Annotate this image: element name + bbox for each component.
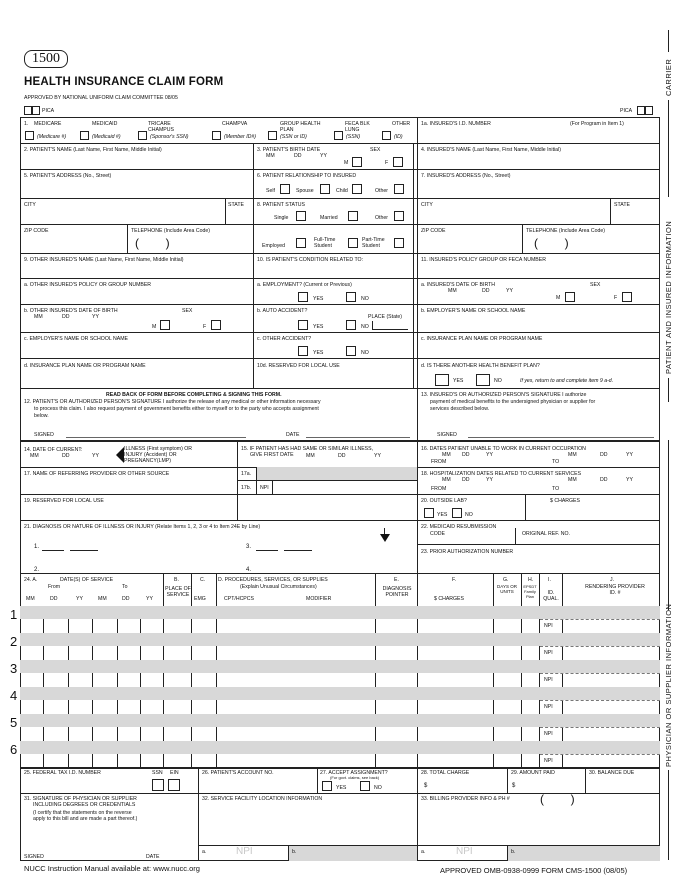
label-32a-npi-watermark: NPI — [236, 846, 253, 857]
label-24j-title: RENDERING PROVIDER ID. # — [585, 584, 645, 596]
label-11a-dd: DD — [482, 288, 490, 294]
service-line-row[interactable] — [20, 646, 660, 660]
another-plan-no-checkbox[interactable] — [476, 374, 490, 386]
label-17: 17. NAME OF REFERRING PROVIDER OR OTHER SOURCE — [24, 471, 170, 477]
service-line-row[interactable] — [20, 727, 660, 741]
label-15: 15. IF PATIENT HAS HAD SAME OR SIMILAR ILLNESS, — [241, 446, 374, 452]
rel-spouse-checkbox[interactable] — [320, 184, 330, 194]
label-24b-title: PLACE OF SERVICE — [165, 586, 191, 598]
service-line-shaded[interactable] — [20, 606, 660, 619]
insured-sex-f-checkbox[interactable] — [622, 292, 632, 302]
arrow-left-icon — [116, 447, 124, 463]
another-plan-yes-checkbox[interactable] — [435, 374, 449, 386]
accept-no-checkbox[interactable] — [360, 781, 370, 791]
label-24h-title: EPSDT Family Plan — [523, 584, 537, 599]
side-label-physician: PHYSICIAN OR SUPPLIER INFORMATION — [664, 603, 673, 767]
label-11b: b. EMPLOYER'S NAME OR SCHOOL NAME — [421, 308, 526, 314]
label-22: 22. MEDICAID RESUBMISSION — [421, 524, 497, 530]
label-zip-left: ZIP CODE — [24, 228, 49, 234]
other-sex-m-checkbox[interactable] — [160, 320, 170, 330]
status-married-checkbox[interactable] — [348, 211, 358, 221]
label-18-yy: YY — [486, 477, 493, 483]
insured-sex-m-checkbox[interactable] — [565, 292, 575, 302]
champva-sub: (Member ID#) — [224, 134, 256, 140]
label-state-right: STATE — [614, 202, 630, 208]
pt-student-checkbox[interactable] — [394, 238, 404, 248]
label-24-yy2: YY — [146, 596, 153, 602]
label-employed: Employed — [262, 243, 286, 249]
label-31-date: DATE — [146, 854, 160, 860]
label-27: 27. ACCEPT ASSIGNMENT? — [320, 770, 388, 776]
label-3-yy: YY — [320, 153, 327, 159]
form-title: HEALTH INSURANCE CLAIM FORM — [24, 76, 224, 88]
service-line-shaded[interactable] — [20, 660, 660, 673]
label-15-yy: YY — [374, 453, 381, 459]
service-line-npi-label: NPI — [544, 623, 553, 629]
label-24a: 24. A. — [24, 577, 38, 583]
billing-phone-area[interactable]: ( ) — [540, 792, 575, 806]
label-10b-no: NO — [361, 324, 369, 330]
label-24d-mod: MODIFIER — [306, 596, 332, 602]
service-line-row[interactable] — [20, 754, 660, 768]
service-line-number: 4 — [10, 688, 18, 703]
label-11a: a. INSURED'S DATE OF BIRTH — [421, 282, 496, 288]
label-30: 30. BALANCE DUE — [589, 770, 635, 776]
box1-medicare: MEDICARE — [34, 121, 62, 127]
label-24-to: To — [122, 584, 128, 590]
label-25-ein: EIN — [170, 770, 179, 776]
label-pt: Part-Time Student — [362, 237, 385, 249]
label-14-ill: ILLNESS (First symptom) OR — [124, 446, 193, 452]
other-sex-f-checkbox[interactable] — [211, 320, 221, 330]
service-line-number: 1 — [10, 607, 18, 622]
label-21: 21. DIAGNOSIS OR NATURE OF ILLNESS OR INJURY (Relate Items 1, 2, 3 or 4 to Item 24E by Line) — [24, 524, 261, 530]
label-13-l3: services described below. — [430, 406, 490, 412]
accept-yes-checkbox[interactable] — [322, 781, 332, 791]
label-9c: c. EMPLOYER'S NAME OR SCHOOL NAME — [24, 336, 128, 342]
label-29-dollar: $ — [512, 783, 516, 789]
label-22-code: CODE — [430, 531, 445, 537]
approval-note: APPROVED BY NATIONAL UNIFORM CLAIM COMMITTEE 08/05 — [24, 95, 178, 101]
label-9b-yy: YY — [92, 314, 99, 320]
label-33a: a. — [421, 849, 426, 855]
label-ft: Full-Time Student — [314, 237, 336, 249]
label-25-ssn: SSN — [152, 770, 163, 776]
label-9b-f: F — [203, 324, 207, 330]
feca-checkbox[interactable] — [334, 131, 343, 140]
label-13-signed: SIGNED — [437, 432, 457, 438]
other-accident-no-checkbox[interactable] — [346, 346, 356, 356]
label-14-inj: INJURY (Accident) OR — [124, 452, 177, 458]
ft-student-checkbox[interactable] — [348, 238, 358, 248]
label-3-mm: MM — [266, 153, 275, 159]
label-24g: G. — [503, 577, 509, 583]
label-9d: d. INSURANCE PLAN NAME OR PROGRAM NAME — [24, 363, 146, 369]
side-label-patient: PATIENT AND INSURED INFORMATION — [664, 220, 673, 374]
group-sub: (SSN or ID) — [280, 134, 307, 140]
label-24-from: From — [48, 584, 61, 590]
box1-champva: CHAMPVA — [222, 121, 248, 127]
label-24d: D. PROCEDURES, SERVICES, OR SUPPLIES — [218, 577, 328, 583]
box1-tricare: TRICARE CHAMPUS — [148, 121, 174, 133]
label-14-yy: YY — [92, 453, 99, 459]
label-27-note: (For govt. claims, see back) — [330, 775, 380, 780]
label-24h: H. — [528, 577, 534, 583]
employment-yes-checkbox[interactable] — [298, 292, 308, 302]
label-14-mm: MM — [30, 453, 39, 459]
service-line-number: 3 — [10, 661, 18, 676]
label-3-dd: DD — [294, 153, 302, 159]
label-11: 11. INSURED'S POLICY GROUP OR FECA NUMBER — [421, 257, 546, 263]
label-10b: b. AUTO ACCIDENT? — [257, 308, 308, 314]
label-11d-no: NO — [494, 378, 502, 384]
label-17a: 17a. — [241, 471, 252, 477]
label-24d-title: (Explain Unusual Circumstances) — [240, 584, 317, 590]
employed-checkbox[interactable] — [296, 238, 306, 248]
status-single-checkbox[interactable] — [296, 211, 306, 221]
label-13-l2: payment of medical benefits to the undersigned physician or supplier for — [430, 399, 596, 405]
label-18-mm2: MM — [568, 477, 577, 483]
label-22-orig: ORIGINAL REF. NO. — [522, 531, 570, 537]
label-17b: 17b. — [241, 485, 252, 491]
label-31-l4: apply to this bill and are made a part thereof.) — [33, 816, 138, 822]
label-12: 12. PATIENT'S OR AUTHORIZED PERSON'S SIGNATURE I authorize the release of any medical or other information necessary — [24, 399, 321, 405]
label-4: 4. INSURED'S NAME (Last Name, First Name, Middle Initial) — [421, 147, 561, 153]
label-city-left: CITY — [24, 202, 36, 208]
service-line-row[interactable] — [20, 619, 660, 633]
service-line-shaded[interactable] — [20, 687, 660, 700]
tricare-checkbox[interactable] — [138, 131, 147, 140]
label-5: 5. PATIENT'S ADDRESS (No., Street) — [24, 173, 112, 179]
service-line-npi-label: NPI — [544, 758, 553, 764]
label-6-spouse: Spouse — [296, 188, 314, 194]
label-24e-title: DIAGNOSIS POINTER — [382, 586, 412, 598]
label-32: 32. SERVICE FACILITY LOCATION INFORMATION — [202, 796, 323, 802]
label-city-right: CITY — [421, 202, 433, 208]
label-14-dd: DD — [62, 453, 70, 459]
label-tel-left: TELEPHONE (Include Area Code) — [131, 228, 210, 234]
medicare-checkbox[interactable] — [25, 131, 34, 140]
label-27-yes: YES — [336, 785, 347, 791]
label-11a-f: F — [614, 295, 618, 301]
label-16-dd: DD — [462, 452, 470, 458]
label-16-yy: YY — [486, 452, 493, 458]
label-3-m: M — [344, 160, 349, 166]
tel-right-area[interactable]: ( ) — [534, 236, 569, 250]
label-29: 29. AMOUNT PAID — [511, 770, 555, 776]
label-15-mm: MM — [306, 453, 315, 459]
label-24-mm2: MM — [98, 596, 107, 602]
status-other-checkbox[interactable] — [394, 211, 404, 221]
label-24c-title: EMG — [194, 596, 206, 602]
tel-left-area[interactable]: ( ) — [135, 236, 170, 250]
label-10b-place: PLACE (State) — [368, 314, 403, 320]
label-21-d4: 4. — [246, 567, 252, 573]
label-12-l2: to process this claim. I also request payment of government benefits either to myself or to the party who accepts assignment — [34, 406, 319, 412]
label-6: 6. PATIENT RELATIONSHIP TO INSURED — [257, 173, 357, 179]
label-6-other: Other — [375, 188, 388, 194]
label-10c: c. OTHER ACCIDENT? — [257, 336, 312, 342]
box1-medicaid: MEDICAID — [92, 121, 118, 127]
label-14-preg: PREGNANCY(LMP) — [124, 458, 171, 464]
label-16-mm: MM — [442, 452, 451, 458]
pica-right-box-1[interactable] — [637, 106, 645, 115]
label-24b: B. — [174, 577, 179, 583]
arrow-down-icon — [380, 534, 390, 542]
service-line-shaded[interactable] — [20, 633, 660, 646]
service-line-row[interactable] — [20, 673, 660, 687]
label-1a-note: (For Program in Item 1) — [570, 121, 624, 127]
form-number-badge: 1500 — [24, 50, 68, 68]
label-6-child: Child — [336, 188, 348, 194]
service-line-npi-label: NPI — [544, 731, 553, 737]
label-24-yy1: YY — [76, 596, 83, 602]
label-24c: C. — [200, 577, 206, 583]
label-24f: F. — [452, 577, 457, 583]
label-24a-title: DATE(S) OF SERVICE — [60, 577, 114, 583]
label-15-l2: GIVE FIRST DATE — [250, 452, 294, 458]
label-tel-right: TELEPHONE (Include Area Code) — [526, 228, 605, 234]
label-24-dd2: DD — [122, 596, 130, 602]
label-12-signed: SIGNED — [34, 432, 54, 438]
auto-yes-checkbox[interactable] — [298, 320, 308, 330]
patient-sex-f-checkbox[interactable] — [393, 157, 403, 167]
service-line-npi-label: NPI — [544, 704, 553, 710]
label-21-d2: 2. — [34, 567, 40, 573]
label-10a-yes: YES — [313, 296, 324, 302]
box1-group: GROUP HEALTH PLAN — [280, 121, 321, 133]
label-16: 16. DATES PATIENT UNABLE TO WORK IN CURRENT OCCUPATION — [421, 446, 586, 452]
label-11c: c. INSURANCE PLAN NAME OR PROGRAM NAME — [421, 336, 543, 342]
group-checkbox[interactable] — [268, 131, 277, 140]
label-24e: E. — [394, 577, 399, 583]
pica-right-box-2[interactable] — [645, 106, 653, 115]
label-9b-dd: DD — [62, 314, 70, 320]
label-21-d3: 3. — [246, 544, 252, 550]
label-18-to: TO — [552, 486, 560, 492]
label-20-yes: YES — [437, 512, 448, 518]
label-12-l3: below. — [34, 413, 49, 419]
service-line-row[interactable] — [20, 700, 660, 714]
label-9: 9. OTHER INSURED'S NAME (Last Name, First Name, Middle Initial) — [24, 257, 184, 263]
ssn-checkbox[interactable] — [152, 779, 164, 791]
label-18-from: FROM — [431, 486, 447, 492]
label-21-d1: 1. — [34, 544, 40, 550]
label-32b: b. — [292, 849, 297, 855]
label-31-l3: (I certify that the statements on the reverse — [33, 810, 132, 816]
label-11a-sex: SEX — [590, 282, 601, 288]
outside-lab-yes-checkbox[interactable] — [424, 508, 434, 518]
medicaid-checkbox[interactable] — [80, 131, 89, 140]
label-18-yy2: YY — [626, 477, 633, 483]
label-9a: a. OTHER INSURED'S POLICY OR GROUP NUMBER — [24, 282, 152, 288]
label-16-to: TO — [552, 459, 560, 465]
box1-number: 1. — [24, 121, 29, 127]
rel-self-checkbox[interactable] — [280, 184, 290, 194]
employment-no-checkbox[interactable] — [346, 292, 356, 302]
label-15-dd: DD — [338, 453, 346, 459]
label-23: 23. PRIOR AUTHORIZATION NUMBER — [421, 549, 514, 555]
label-11d: d. IS THERE ANOTHER HEALTH BENEFIT PLAN? — [421, 363, 540, 369]
label-33a-npi-watermark: NPI — [456, 846, 473, 857]
label-18-dd: DD — [462, 477, 470, 483]
service-line-shaded[interactable] — [20, 714, 660, 727]
label-25: 25. FEDERAL TAX I.D. NUMBER — [24, 770, 101, 776]
label-20-no: NO — [465, 512, 473, 518]
other-checkbox[interactable] — [382, 131, 391, 140]
label-12-date: DATE — [286, 432, 300, 438]
service-line-npi-label: NPI — [544, 677, 553, 683]
label-28-dollar: $ — [424, 783, 428, 789]
label-31-signed: SIGNED — [24, 854, 44, 860]
service-line-number: 5 — [10, 715, 18, 730]
label-9b-m: M — [152, 324, 157, 330]
pica-left-label: PICA — [42, 108, 55, 114]
label-20: 20. OUTSIDE LAB? — [421, 498, 467, 504]
footer-right: APPROVED OMB-0938-0999 FORM CMS-1500 (08/05) — [440, 866, 628, 875]
label-10: 10. IS PATIENT'S CONDITION RELATED TO: — [257, 257, 364, 263]
label-26: 26. PATIENT'S ACCOUNT NO. — [202, 770, 274, 776]
label-8-other: Other — [375, 215, 388, 221]
side-label-carrier: CARRIER — [664, 58, 673, 96]
label-24f-title: $ CHARGES — [434, 596, 464, 602]
label-3-f: F — [385, 160, 389, 166]
label-32a: a. — [202, 849, 207, 855]
label-16-yy2: YY — [626, 452, 633, 458]
box-17a-shade[interactable] — [256, 467, 417, 480]
outside-lab-no-checkbox[interactable] — [452, 508, 462, 518]
label-11a-m: M — [556, 295, 561, 301]
label-14: 14. DATE OF CURRENT: — [24, 447, 83, 453]
label-19: 19. RESERVED FOR LOCAL USE — [24, 498, 104, 504]
label-24-dd1: DD — [50, 596, 58, 602]
label-9b: b. OTHER INSURED'S DATE OF BIRTH — [24, 308, 118, 314]
ein-checkbox[interactable] — [168, 779, 180, 791]
label-6-self: Self — [266, 188, 275, 194]
label-9b-mm: MM — [34, 314, 43, 320]
box-32b-shade[interactable] — [289, 846, 417, 861]
label-18: 18. HOSPITALIZATION DATES RELATED TO CURRENT SERVICES — [421, 471, 582, 477]
tricare-sub: (Sponsor's SSN) — [150, 134, 189, 140]
pica-left-box-1[interactable] — [24, 106, 32, 115]
label-24i: I. — [548, 577, 551, 583]
label-24j: J. — [610, 577, 615, 583]
rel-other-checkbox[interactable] — [394, 184, 404, 194]
other-accident-yes-checkbox[interactable] — [298, 346, 308, 356]
medicare-sub: (Medicare #) — [37, 134, 67, 140]
label-9b-sex: SEX — [182, 308, 193, 314]
label-24-mm1: MM — [26, 596, 35, 602]
champva-checkbox[interactable] — [212, 131, 221, 140]
label-7: 7. INSURED'S ADDRESS (No., Street) — [421, 173, 511, 179]
medicaid-sub: (Medicaid #) — [92, 134, 121, 140]
label-zip-right: ZIP CODE — [421, 228, 446, 234]
label-11a-mm: MM — [448, 288, 457, 294]
label-8: 8. PATIENT STATUS — [257, 202, 305, 208]
rel-child-checkbox[interactable] — [352, 184, 362, 194]
label-16-from: FROM — [431, 459, 447, 465]
label-33: 33. BILLING PROVIDER INFO & PH # — [421, 796, 510, 802]
auto-no-checkbox[interactable] — [346, 320, 356, 330]
label-10a-no: NO — [361, 296, 369, 302]
label-24i-title: ID. QUAL. — [543, 590, 559, 602]
label-11d-note: If yes, return to and complete item 9 a-d. — [520, 378, 614, 384]
label-1a: 1a. INSURED'S I.D. NUMBER — [421, 121, 491, 127]
footer-left: NUCC Instruction Manual available at: www.nucc.org — [24, 864, 200, 873]
label-3-sex: SEX — [370, 147, 381, 153]
patient-sex-m-checkbox[interactable] — [352, 157, 362, 167]
label-state-left: STATE — [228, 202, 244, 208]
service-line-shaded[interactable] — [20, 741, 660, 754]
label-10b-yes: YES — [313, 324, 324, 330]
pica-right-label: PICA — [620, 108, 633, 114]
feca-sub: (SSN) — [346, 134, 361, 140]
label-24d-cpt: CPT/HCPCS — [224, 596, 254, 602]
label-2: 2. PATIENT'S NAME (Last Name, First Name, Middle Initial) — [24, 147, 162, 153]
label-11d-yes: YES — [453, 378, 464, 384]
box-33b-shade[interactable] — [508, 846, 660, 861]
label-16-mm2: MM — [568, 452, 577, 458]
label-27-no: NO — [374, 785, 382, 791]
label-10d: 10d. RESERVED FOR LOCAL USE — [257, 363, 340, 369]
other-sub: (ID) — [394, 134, 403, 140]
readback-note: READ BACK OF FORM BEFORE COMPLETING & SIGNING THIS FORM. — [106, 392, 282, 398]
label-31: 31. SIGNATURE OF PHYSICIAN OR SUPPLIER — [24, 796, 137, 802]
label-10a: a. EMPLOYMENT? (Current or Previous) — [257, 282, 352, 288]
service-line-number: 6 — [10, 742, 18, 757]
label-18-dd2: DD — [600, 477, 608, 483]
label-18-mm: MM — [442, 477, 451, 483]
auto-place-field[interactable] — [372, 321, 408, 330]
label-24g-title: DAYS OR UNITS — [497, 584, 517, 594]
label-33b: b. — [511, 849, 516, 855]
box1-feca: FECA BLK LUNG — [345, 121, 370, 133]
pica-left-box-2[interactable] — [32, 106, 40, 115]
label-11a-yy: YY — [506, 288, 513, 294]
label-8-single: Single — [274, 215, 289, 221]
label-28: 28. TOTAL CHARGE — [421, 770, 470, 776]
service-line-number: 2 — [10, 634, 18, 649]
label-16-dd2: DD — [600, 452, 608, 458]
label-13: 13. INSURED'S OR AUTHORIZED PERSON'S SIGNATURE I authorize — [421, 392, 587, 398]
service-line-npi-label: NPI — [544, 650, 553, 656]
label-20-charges: $ CHARGES — [550, 498, 580, 504]
label-3: 3. PATIENT'S BIRTH DATE — [257, 147, 321, 153]
label-17b-npi: NPI — [260, 485, 269, 491]
label-8-married: Married — [320, 215, 338, 221]
label-10c-no: NO — [361, 350, 369, 356]
label-31-l2: INCLUDING DEGREES OR CREDENTIALS — [33, 802, 136, 808]
box1-other: OTHER — [392, 121, 411, 127]
label-10c-yes: YES — [313, 350, 324, 356]
